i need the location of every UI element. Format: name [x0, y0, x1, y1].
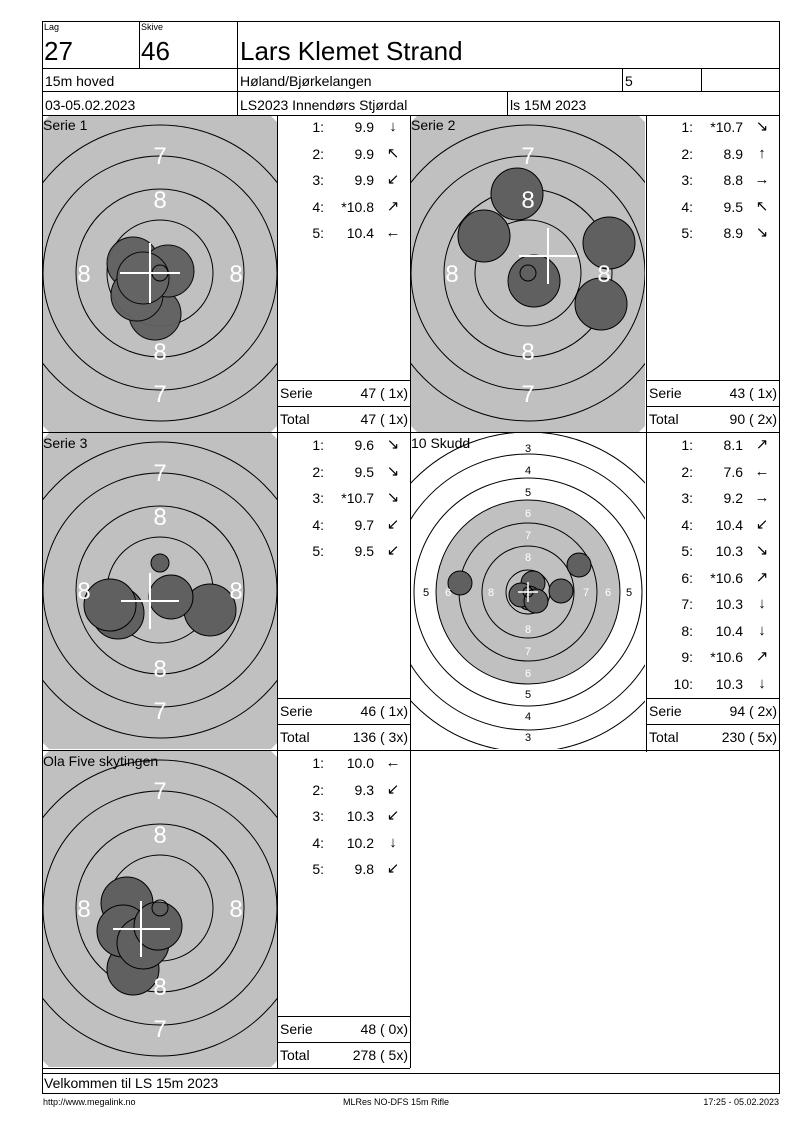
- shot-row: [278, 464, 410, 482]
- shot-number: 1:: [312, 755, 324, 771]
- shot-row: [278, 146, 410, 164]
- shot-row: [647, 649, 779, 667]
- shot-direction-arrow-icon: ↖: [755, 197, 769, 215]
- serie-1-ring-top: 7: [153, 143, 167, 170]
- ola-five-target: [43, 751, 277, 1067]
- shot-direction-arrow-icon: ↙: [386, 807, 400, 824]
- shot-number: 5:: [312, 225, 324, 241]
- shot-row: [278, 119, 410, 137]
- shot-row: [647, 437, 779, 455]
- shot-row: [278, 861, 410, 879]
- shot-direction-arrow-icon: ↘: [386, 489, 400, 506]
- shot-direction-arrow-icon: ←: [385, 224, 401, 241]
- shot-row: [278, 543, 410, 561]
- shot-row: [647, 570, 779, 588]
- shot-value: *10.7: [710, 119, 743, 135]
- shot-value: 8.9: [723, 145, 743, 162]
- ola-five-ring-upper: 8: [153, 822, 167, 849]
- shot-number: 1:: [681, 437, 693, 453]
- serie-3-total-value: 136 ( 3x): [352, 729, 408, 745]
- shot-direction-arrow-icon: ↓: [758, 674, 766, 692]
- serie-2-ring-right: 8: [597, 261, 611, 288]
- shot-row: [647, 623, 779, 641]
- shot-value: *10.7: [341, 490, 374, 506]
- footer-timestamp: 17:25 - 05.02.2023: [703, 1097, 779, 1107]
- shot-direction-arrow-icon: ↘: [386, 462, 400, 480]
- shot-value: 8.8: [723, 172, 743, 188]
- shot-value: 9.9: [354, 145, 374, 162]
- shot-number: 6:: [681, 569, 693, 586]
- shot-value: 9.2: [723, 490, 743, 506]
- footer-system: MLRes NO-DFS 15m Rifle: [343, 1097, 450, 1107]
- ten-shot-shot-list: [647, 437, 779, 697]
- shot-row: [647, 146, 779, 164]
- shot-row: [647, 172, 779, 190]
- shot-row: [647, 490, 779, 508]
- shot-direction-arrow-icon: ↗: [386, 197, 400, 215]
- class-name: 15m hoved: [45, 73, 115, 89]
- shot-number: 3:: [312, 172, 324, 188]
- shot-direction-arrow-icon: ↙: [386, 515, 400, 533]
- serie-3-ring-upper: 8: [153, 504, 167, 531]
- shot-direction-arrow-icon: ↘: [755, 542, 769, 559]
- ola-five-total-value: 278 ( 5x): [352, 1047, 408, 1063]
- shot-value: 9.5: [354, 463, 374, 480]
- serie-2-ring-bottom: 7: [521, 381, 535, 408]
- ten-shot-ring-bottom-1: 7: [524, 646, 532, 658]
- serie-3-target: [43, 433, 277, 749]
- ten-shot-ring-top-2: 5: [524, 487, 532, 499]
- serie-2-ring-top: 7: [521, 143, 535, 170]
- ten-shot-ring-right-1: 6: [604, 587, 612, 599]
- shot-number: 3:: [312, 808, 324, 824]
- shot-value: 9.3: [354, 781, 374, 798]
- shot-row: [647, 464, 779, 482]
- shot-number: 2:: [312, 145, 324, 162]
- shot-number: 5:: [312, 861, 324, 877]
- ten-shot-ring-left-1: 6: [444, 587, 452, 599]
- shot-direction-arrow-icon: →: [754, 171, 770, 188]
- shot-number: 5:: [681, 543, 693, 559]
- footer-url[interactable]: http://www.megalink.no: [43, 1097, 136, 1107]
- shot-number: 9:: [681, 649, 693, 665]
- event-date: 03-05.02.2023: [45, 97, 136, 113]
- shot-value: 9.5: [354, 543, 374, 559]
- shot-direction-arrow-icon: ↗: [755, 648, 769, 665]
- lag-value: 27: [44, 36, 73, 66]
- shot-direction-arrow-icon: →: [754, 489, 770, 506]
- shot-value: 9.8: [354, 861, 374, 877]
- shot-row: [278, 199, 410, 217]
- serie-3-ring-left: 8: [77, 578, 91, 605]
- shot-direction-arrow-icon: ↓: [758, 621, 766, 639]
- shot-row: [647, 199, 779, 217]
- shot-row: [647, 676, 779, 694]
- shot-value: 10.2: [346, 834, 374, 851]
- shot-direction-arrow-icon: ↗: [755, 568, 769, 586]
- ten-shot-ring-top-3: 6: [524, 508, 532, 520]
- ten-shot-ring-left-2: 8: [487, 587, 495, 599]
- ten-shot-ring-bottom-3: 5: [524, 689, 532, 701]
- ola-five-serie-value: 48 ( 0x): [360, 1021, 408, 1037]
- shot-row: [647, 596, 779, 614]
- shot-number: 4:: [312, 834, 324, 851]
- serie-2-ring-lower: 8: [521, 339, 535, 366]
- serie-1-serie-label: Serie: [280, 385, 313, 401]
- serie-1-total-value: 47 ( 1x): [360, 411, 408, 427]
- shot-direction-arrow-icon: ↘: [755, 224, 769, 241]
- shot-number: 8:: [681, 622, 693, 639]
- ola-five-shot-list: [278, 755, 410, 1015]
- shot-value: 9.5: [723, 198, 743, 215]
- shot-number: 3:: [681, 490, 693, 506]
- shot-row: [278, 782, 410, 800]
- serie-3-ring-right: 8: [229, 578, 243, 605]
- serie-2-serie-label: Serie: [649, 385, 682, 401]
- shot-value: 10.3: [715, 675, 743, 692]
- shot-number: 10:: [673, 675, 693, 692]
- ten-shot-ring-left-0: 5: [422, 587, 430, 599]
- ola-five-ring-lower: 8: [153, 974, 167, 1001]
- ten-shot-ring-bottom-0: 8: [524, 624, 532, 636]
- shot-row: [278, 835, 410, 853]
- ten-shot-ring-right-2: 5: [625, 587, 633, 599]
- ola-five-ring-top: 7: [153, 778, 167, 805]
- ten-shot-total-value: 230 ( 5x): [721, 729, 777, 745]
- event-name: LS2023 Innendørs Stjørdal: [240, 97, 408, 113]
- ten-shot-serie-value: 94 ( 2x): [729, 703, 777, 719]
- shot-value: *10.6: [710, 649, 743, 665]
- serie-2-total-label: Total: [649, 411, 679, 427]
- serie-1-ring-right: 8: [229, 261, 243, 288]
- serie-2-ring-upper: 8: [521, 187, 535, 214]
- shot-value: 10.0: [346, 755, 374, 771]
- serie-2-serie-value: 43 ( 1x): [729, 385, 777, 401]
- ten-shot-serie-label: Serie: [649, 703, 682, 719]
- shot-value: 8.9: [723, 225, 743, 241]
- serie-1-target: [43, 116, 277, 432]
- serie-1-shot-list: [278, 119, 410, 379]
- ten-shot-ring-bottom-4: 4: [524, 711, 532, 723]
- serie-1-total-label: Total: [280, 411, 310, 427]
- ola-five-ring-left: 8: [77, 896, 91, 923]
- shot-value: 9.7: [354, 516, 374, 533]
- shot-number: 1:: [312, 119, 324, 135]
- serie-2-shot-list: [647, 119, 779, 379]
- shot-value: 10.4: [346, 225, 374, 241]
- serie-3-serie-value: 46 ( 1x): [360, 703, 408, 719]
- shot-direction-arrow-icon: ↗: [755, 436, 769, 453]
- serie-3-shot-list: [278, 437, 410, 697]
- club-name: Høland/Bjørkelangen: [240, 73, 372, 89]
- shot-direction-arrow-icon: ↙: [386, 542, 400, 559]
- shot-value: 9.9: [354, 172, 374, 188]
- shot-direction-arrow-icon: ←: [385, 754, 401, 771]
- shot-number: 5:: [312, 543, 324, 559]
- shot-number: 1:: [312, 437, 324, 453]
- serie-1-ring-bottom: 7: [153, 381, 167, 408]
- shot-number: 3:: [312, 490, 324, 506]
- serie-3-serie-label: Serie: [280, 703, 313, 719]
- shot-value: 10.3: [715, 596, 743, 612]
- ola-five-total-label: Total: [280, 1047, 310, 1063]
- ten-shot-ring-right-0: 7: [582, 587, 590, 599]
- shot-value: 10.3: [715, 543, 743, 559]
- shot-number: 4:: [312, 516, 324, 533]
- shot-direction-arrow-icon: ↓: [758, 595, 766, 612]
- shot-direction-arrow-icon: ↙: [386, 780, 400, 798]
- shot-row: [278, 172, 410, 190]
- ola-five-ring-bottom: 7: [153, 1016, 167, 1043]
- shot-number: 1:: [681, 119, 693, 135]
- shot-row: [278, 517, 410, 535]
- program-name: ls 15M 2023: [510, 97, 587, 113]
- serie-3-ring-bottom: 7: [153, 698, 167, 725]
- ten-shot-target: [411, 433, 645, 749]
- serie-2-ring-left: 8: [445, 261, 459, 288]
- shot-value: 9.6: [354, 437, 374, 453]
- shot-direction-arrow-icon: ↘: [386, 436, 400, 453]
- shot-row: [278, 437, 410, 455]
- shot-number: 5:: [681, 225, 693, 241]
- shot-row: [278, 755, 410, 773]
- skive-label: Skive: [141, 22, 164, 32]
- shot-direction-arrow-icon: ↑: [758, 144, 766, 162]
- shot-value: 9.9: [354, 119, 374, 135]
- serie-1-ring-lower: 8: [153, 339, 167, 366]
- serie-1-ring-left: 8: [77, 261, 91, 288]
- shot-direction-arrow-icon: ↙: [755, 515, 769, 533]
- serie-1-serie-value: 47 ( 1x): [360, 385, 408, 401]
- shot-direction-arrow-icon: ↓: [389, 118, 397, 135]
- skive-value: 46: [141, 36, 170, 66]
- serie-3-title: Serie 3: [43, 435, 88, 451]
- shot-number: 2:: [681, 145, 693, 162]
- serie-1-ring-upper: 8: [153, 187, 167, 214]
- ola-five-serie-label: Serie: [280, 1021, 313, 1037]
- ten-shot-ring-bottom-5: 3: [524, 732, 532, 744]
- shot-row: [647, 543, 779, 561]
- shot-row: [278, 490, 410, 508]
- shot-row: [647, 225, 779, 243]
- ola-five-title: Ola Five skytingen: [43, 753, 159, 769]
- shot-row: [278, 808, 410, 826]
- shot-value: *10.8: [341, 198, 374, 215]
- shot-number: 2:: [312, 463, 324, 480]
- shot-row: [647, 517, 779, 535]
- shot-number: 4:: [312, 198, 324, 215]
- class-code: 5: [625, 73, 633, 89]
- welcome-message: Velkommen til LS 15m 2023: [44, 1075, 219, 1091]
- serie-2-total-value: 90 ( 2x): [729, 411, 777, 427]
- shot-direction-arrow-icon: ↓: [389, 833, 397, 851]
- ola-five-ring-right: 8: [229, 896, 243, 923]
- shot-number: 2:: [312, 781, 324, 798]
- shot-number: 4:: [681, 198, 693, 215]
- shot-number: 2:: [681, 463, 693, 480]
- serie-2-target: [411, 116, 645, 432]
- ten-shot-title: 10 Skudd: [411, 435, 471, 451]
- ten-shot-ring-top-1: 4: [524, 465, 532, 477]
- shot-row: [647, 119, 779, 137]
- lag-label: Lag: [44, 22, 60, 32]
- shot-row: [278, 225, 410, 243]
- shot-value: 10.3: [346, 808, 374, 824]
- shot-value: 10.4: [715, 622, 743, 639]
- ten-shot-ring-top-0: 3: [524, 443, 532, 455]
- ten-shot-ring-top-4: 7: [524, 530, 532, 542]
- shot-value: 7.6: [723, 463, 743, 480]
- shot-direction-arrow-icon: ↙: [386, 860, 400, 877]
- serie-2-title: Serie 2: [411, 117, 456, 133]
- serie-1-title: Serie 1: [43, 117, 88, 133]
- shot-value: *10.6: [710, 569, 743, 586]
- serie-3-total-label: Total: [280, 729, 310, 745]
- shot-direction-arrow-icon: ↙: [386, 171, 400, 188]
- shooter-name: Lars Klemet Strand: [240, 36, 463, 66]
- shot-direction-arrow-icon: ↖: [386, 144, 400, 162]
- shot-number: 4:: [681, 516, 693, 533]
- shot-value: 8.1: [723, 437, 743, 453]
- shot-value: 10.4: [715, 516, 743, 533]
- serie-3-ring-lower: 8: [153, 656, 167, 683]
- shot-direction-arrow-icon: ↘: [755, 118, 769, 135]
- serie-3-ring-top: 7: [153, 460, 167, 487]
- shot-number: 7:: [681, 596, 693, 612]
- ten-shot-ring-top-5: 8: [524, 552, 532, 564]
- shot-direction-arrow-icon: ←: [754, 462, 770, 480]
- ten-shot-total-label: Total: [649, 729, 679, 745]
- ten-shot-ring-bottom-2: 6: [524, 668, 532, 680]
- shot-number: 3:: [681, 172, 693, 188]
